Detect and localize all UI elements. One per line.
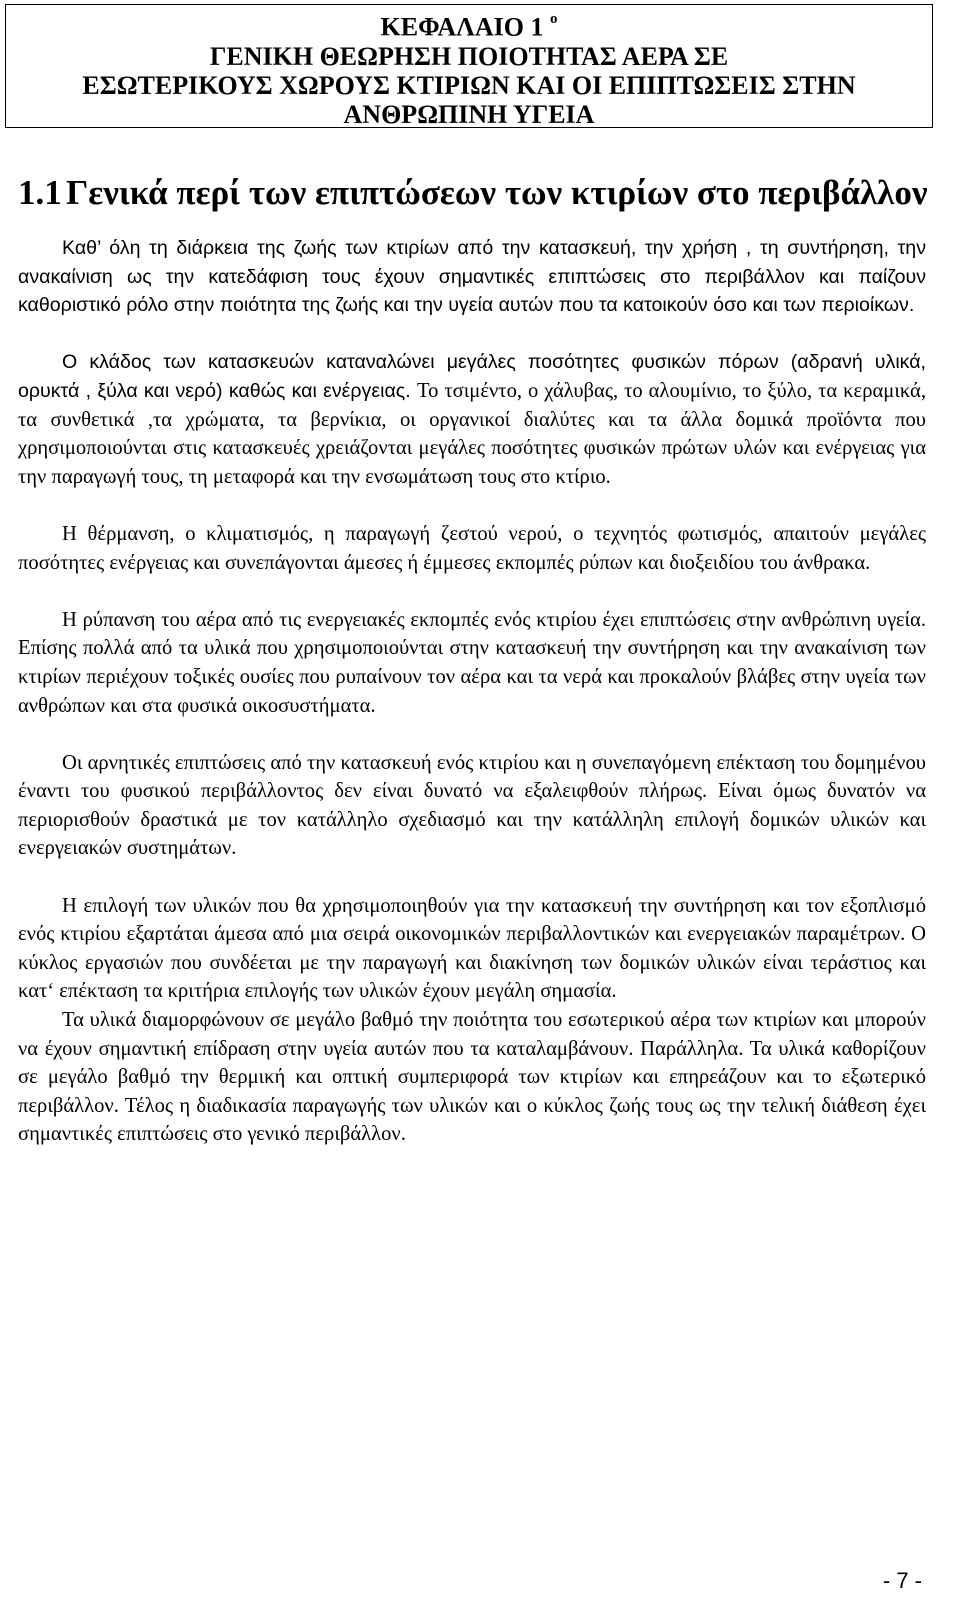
chapter-number: ΚΕΦΑΛΑΙΟ 1 $^o$ [380,11,558,42]
page-number: - 7 - [882,1568,922,1593]
chapter-heading-box [5,4,933,128]
paragraph [18,348,926,491]
paragraph: Τα υλικά διαμορφώνουν σε μεγάλο βαθμό την ποιότητα του εσωτερικού αέρα των κτιρίων και μπορούν να έχουν σημαντική επίδραση στην υγεία αυτών που τα καταλαμβάνουν. Παράλληλα. Τα υλικά καθορίζουν σε μεγάλο βαθμό την θερμική και οπτική συμπεριφορά των κτιρίων και επηρεάζουν και το εξωτερικό περιβάλλον. Τέλος η διαδικασία παραγωγής των υλικών και ο κύκλος ζωής τους ως την τελική διάθεση έχει σημαντικές επιπτώσεις στο γενικό περιβάλλον. [18,1009,926,1146]
paragraph-sentence: Το τσιμέντο, ο χάλυβας, το αλουμίνιο, το ξύλο, τα κεραμικά, τα συνθετικά ,τα χρώματα, τα βερνίκια, οι οργανικοί διαλύτες και τα άλλα δομικά προϊόντα που χρησιμοποιούνται στις κατασκευές χρειάζονται μεγάλες ποσότητες φυσικών πρώτων υλών και ενέργειας για την παραγωγή τους, τη μεταφορά και την ενσωμάτωση τους στο κτίριο. [18,379,926,488]
paragraph: Η ρύπανση του αέρα από τις ενεργειακές εκπομπές ενός κτιρίου έχει επιπτώσεις στην ανθρώπινη υγεία. Επίσης πολλά από τα υλικά που χρησιμοποιούνται στην κατασκευή την συντήρηση και την ανακαίνιση των κτιρίων περιέχουν τοξικές ουσίες που ρυπαίνουν τον αέρα και τα νερά και προκαλούν βλάβες στην υγεία των ανθρώπων και στα φυσικά οικοσυστήματα. [18,608,926,717]
chapter-title-line: ΑΝΘΡΩΠΙΝΗ ΥΓΕΙΑ [343,99,595,129]
section-number: 1.1 [18,173,62,212]
section-heading [18,172,948,214]
chapter-title-line: ΓΕΝΙΚΗ ΘΕΩΡΗΣΗ ΠΟΙΟΤΗΤΑΣ ΑΕΡΑ ΣΕ [209,41,729,71]
paragraph: Η επιλογή των υλικών που θα χρησιμοποιηθούν για την κατασκευή την συντήρηση και τον εξοπλισμό ενός κτιρίου εξαρτάται άμεσα από μια σειρά οικονομικών περιβαλλοντικών και ενεργειακών παραμέτρων. Ο κύκλος εργασιών που συνδέεται με την παραγωγή και διακίνηση των δομικών υλικών είναι τεράστιος και κατ‘ επέκταση τα κριτήρια επιλογής των υλικών έχουν μεγάλη σημασία. [18,894,926,1003]
body-text [18,234,926,1149]
section-title: Γενικά περί των επιπτώσεων των κτιρίων στο περιβάλλον [66,173,928,212]
paragraph: Η θέρμανση, ο κλιματισμός, η παραγωγή ζεστού νερού, ο τεχνητός φωτισμός, απαιτούν μεγάλες ποσότητες ενέργειας και συνεπάγονται άμεσες ή έμμεσες εκπομπές ρύπων και διοξειδίου του άνθρακα. [18,522,926,574]
chapter-title-line: ΕΣΩΤΕΡΙΚΟΥΣ ΧΩΡΟΥΣ ΚΤΙΡΙΩΝ ΚΑΙ ΟΙ ΕΠΙΠΤΩΣΕΙΣ ΣΤΗΝ [82,70,856,100]
paragraph: Καθ’ όλη τη διάρκεια της ζωής των κτιρίων από την κατασκευή, την χρήση , τη συντήρηση, την ανακαίνιση ως την κατεδάφιση τους έχουν σημαντικές επιπτώσεις στο περιβάλλον και παίζουν καθοριστικό ρόλο στην ποιότητα της ζωής και την υγεία αυτών που τα κατοικούν όσο και των περιοίκων. [18,237,926,317]
ordinal-superscript: ο [549,11,558,27]
paragraph-sentence: Ο κλάδος των κατασκευών καταναλώνει μεγάλες ποσότητες φυσικών πόρων (αδρανή υλικά, ορυκτά , ξύλα και νερό) καθώς και ενέργειας. [18,351,926,402]
paragraph: Οι αρνητικές επιπτώσεις από την κατασκευή ενός κτιρίου και η συνεπαγόμενη επέκταση του δομημένου έναντι του φυσικού περιβάλλοντος δεν είναι δυνατό να εξαλειφθούν πλήρως. Είναι όμως δυνατόν να περιορισθούν δραστικά με τον κατάλληλο σχεδιασμό και την κατάλληλη επιλογή δομικών υλικών και ενεργειακών συστημάτων. [18,751,926,860]
